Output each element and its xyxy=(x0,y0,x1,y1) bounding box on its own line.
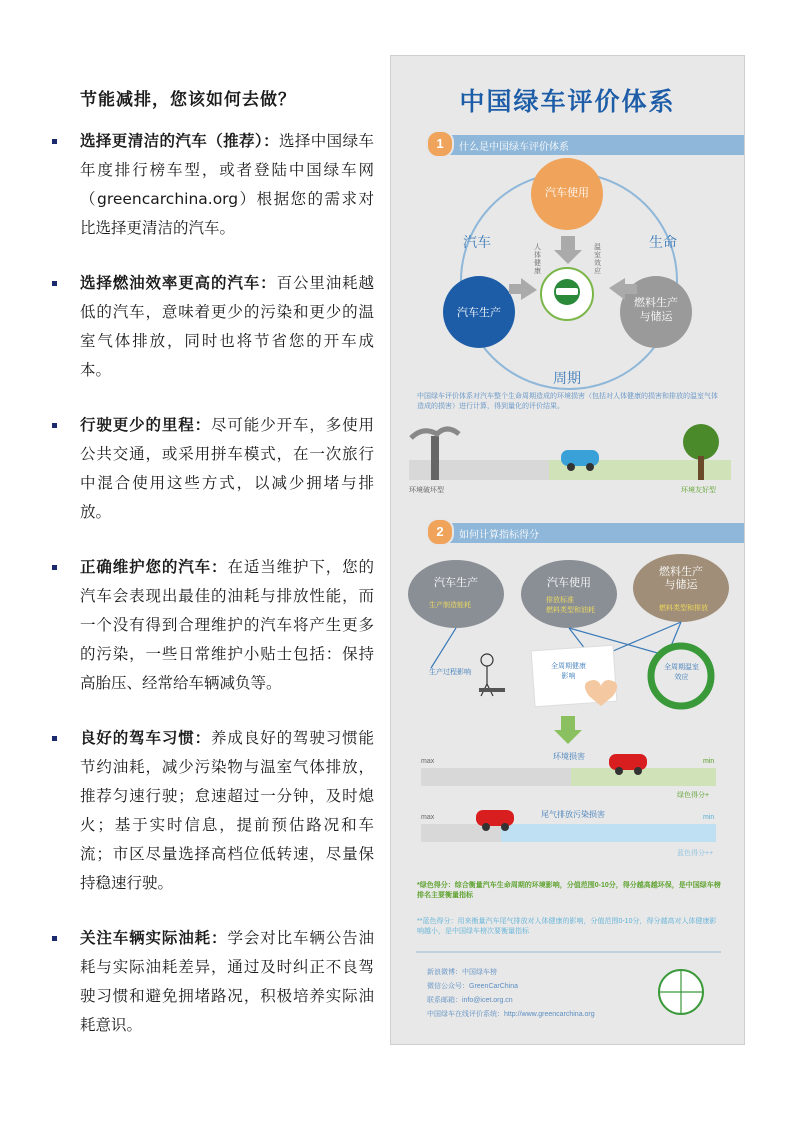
tips-list xyxy=(52,127,374,1066)
infographic-panel xyxy=(390,55,745,1045)
bar2-car-icon xyxy=(476,810,514,826)
bar2-label: 尾气排放污染损害 xyxy=(541,810,605,819)
tip-body: 选择中国绿车年度排行榜车型，或者登陆中国绿车网（greencarchina.org）根据您的需求对比选择更清洁的汽车。 xyxy=(80,132,374,237)
arrow-ghg-label: 温室效应 xyxy=(594,244,601,275)
contact-block xyxy=(427,966,595,1022)
cycle-production-label: 汽车生产 xyxy=(457,307,501,319)
production-impact-label: 生产过程影响 xyxy=(429,669,471,676)
tip-title: 关注车辆实际油耗： xyxy=(80,929,228,947)
contact-email[interactable]: 联系邮箱：info@icet.org.cn xyxy=(427,997,513,1004)
bullet-icon xyxy=(52,139,57,144)
center-car-plate xyxy=(556,288,578,295)
page-heading: 节能减排，您该如何去做？ xyxy=(80,90,296,110)
stage-fuel-label: 燃料生产 与储运 xyxy=(659,566,703,591)
blue-score-note: **蓝色得分：用来衡量汽车尾气排放对人体健康的影响，分值范围0-10分，得分越高对人体健康影响越小，是中国绿车榜次要衡量指标 xyxy=(417,918,717,935)
tip-body: 百公里油耗越低的汽车，意味着更少的污染和更少的温室气体排放，同时也将节省您的开车成本。 xyxy=(80,274,374,379)
bullet-icon xyxy=(52,281,57,286)
stage-production-label: 汽车生产 xyxy=(434,577,478,589)
bar1-label: 环境损害 xyxy=(553,752,585,761)
section1-label: 什么是中国绿车评价体系 xyxy=(459,142,569,153)
stage-use-label: 汽车使用 xyxy=(547,577,591,589)
bar2-score: 蓝色得分++ xyxy=(677,850,714,857)
bullet-icon xyxy=(52,936,57,941)
tip-body: 养成良好的驾驶习惯能节约油耗，减少污染物与温室气体排放，推荐匀速行驶；怠速超过一分钟，及时熄火；基于实时信息，提前预估路况和车流；市区尽量选择高档位低转速，尽量保持稳速行驶。 xyxy=(80,729,374,892)
arrow-health-label: 人体健康 xyxy=(534,244,541,275)
tip-item xyxy=(52,411,374,527)
cycle-word-life: 生命 xyxy=(649,234,677,250)
contact-weibo: 新浪微博：中国绿车榜 xyxy=(427,969,497,976)
tip-title: 正确维护您的汽车： xyxy=(80,558,228,576)
cycle-word-car: 汽车 xyxy=(463,234,491,250)
tip-item xyxy=(52,269,374,385)
tip-item xyxy=(52,924,374,1040)
cycle-use-label: 汽车使用 xyxy=(545,187,589,199)
stage-production-note: 生产制造能耗 xyxy=(429,602,471,609)
section1-description: 中国绿车评价体系对汽车整个生命周期造成的环境损害（包括对人体健康的损害和排放的温室气体造成的损害）进行计算，得到量化的评价结果。 xyxy=(417,393,718,410)
scale1-left-label: 环境破坏型 xyxy=(409,487,444,494)
stage-use-note: 排放标准 燃料类型和油耗 xyxy=(546,597,595,614)
tip-item xyxy=(52,127,374,243)
green-score-note: *绿色得分：综合衡量汽车生命周期的环境影响，分值范围0-10分，得分越高越环保，是中国绿车榜排名主要衡量指标 xyxy=(417,882,721,899)
tip-title: 行驶更少的里程： xyxy=(80,416,212,434)
health-impact-label: 全周期健康 影响 xyxy=(551,663,586,680)
scale1-right-label: 环境友好型 xyxy=(681,487,716,494)
bullet-icon xyxy=(52,565,57,570)
tip-body: 在适当维护下，您的汽车会表现出最佳的油耗与排放性能，而一个没有得到合理维护的汽车将产生更多的污染，一些日常维护小贴士包括：保持高胎压、经常给车辆减负等。 xyxy=(80,558,374,692)
bar2-max: max xyxy=(421,814,435,821)
tip-title: 选择燃油效率更高的汽车： xyxy=(80,274,277,292)
tip-item xyxy=(52,553,374,698)
bullet-icon xyxy=(52,423,57,428)
ghg-impact-label: 全周期温室 效应 xyxy=(664,664,699,681)
cycle-fuel-label: 燃料生产 与储运 xyxy=(634,297,678,323)
bar2-min: min xyxy=(703,814,715,821)
scale1-car-icon xyxy=(561,450,599,466)
tip-title: 良好的驾车习惯： xyxy=(80,729,212,747)
stage-fuel-note: 燃料类型和排放 xyxy=(659,605,708,612)
contact-website[interactable]: 中国绿车在线评价系统：http://www.greencarchina.org xyxy=(427,1011,595,1018)
tree-icon xyxy=(683,424,719,460)
bar1-min: min xyxy=(703,758,715,765)
section2-label: 如何计算指标得分 xyxy=(459,530,539,541)
stage-use-circle xyxy=(521,560,617,628)
cycle-word-period: 周期 xyxy=(553,370,581,386)
stage-production-circle xyxy=(408,560,504,628)
bullet-icon xyxy=(52,736,57,741)
tip-title: 选择更清洁的汽车（推荐）： xyxy=(80,132,279,150)
bar1-car-icon xyxy=(609,754,647,770)
scale1-bar-left xyxy=(409,460,549,480)
contact-wechat: 微信公众号：GreenCarChina xyxy=(427,983,519,990)
person-icon xyxy=(481,654,493,666)
section2-number: 2 xyxy=(426,518,454,546)
tip-item xyxy=(52,724,374,898)
down-arrow-icon xyxy=(554,236,582,264)
tip-body: 尽可能少开车，多使用公共交通，或采用拼车模式，在一次旅行中混合使用这些方式，以减少拥堵与排放。 xyxy=(80,416,374,521)
smokestack-icon xyxy=(431,436,439,480)
infographic-title: 中国绿车评价体系 xyxy=(459,88,676,116)
section1-number: 1 xyxy=(426,130,454,158)
tip-body: 学会对比车辆公告油耗与实际油耗差异，通过及时纠正不良驾驶习惯和避免拥堵路况，积极培养实际油耗意识。 xyxy=(80,929,374,1034)
right-arrow-icon xyxy=(509,278,537,300)
bar1-score: 绿色得分+ xyxy=(677,792,710,799)
bar1-max: max xyxy=(421,758,435,765)
down-arrow-icon-2 xyxy=(554,716,582,744)
